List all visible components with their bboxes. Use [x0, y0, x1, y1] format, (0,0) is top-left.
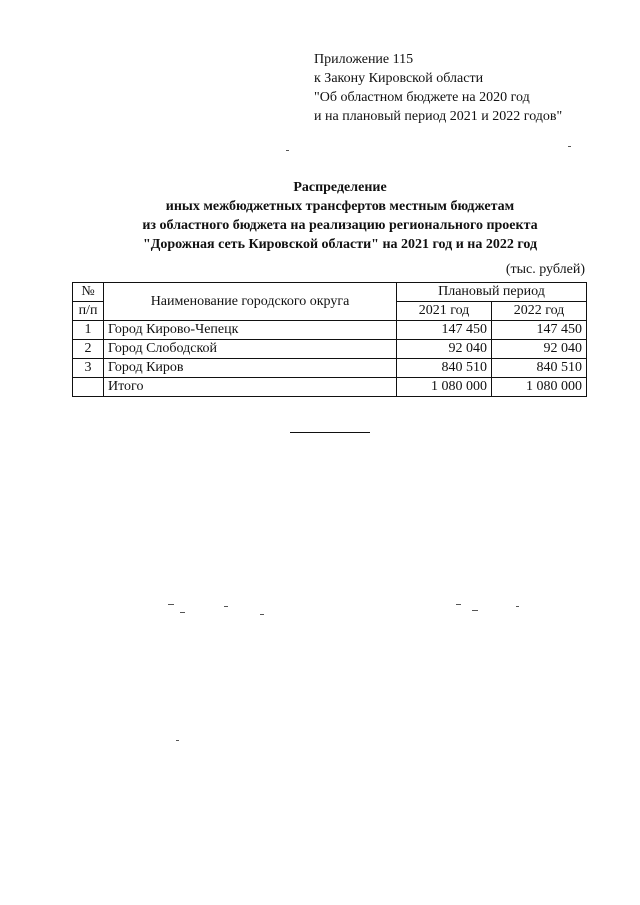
scan-speck: [568, 146, 571, 147]
document-title: [60, 178, 620, 254]
row-num: 1: [73, 321, 104, 340]
row-value-2021: 147 450: [397, 321, 492, 340]
scan-speck: [168, 604, 174, 605]
total-label: Итого: [104, 378, 397, 397]
row-value-2022: 92 040: [492, 340, 587, 359]
header-year-2022: 2022 год: [492, 302, 587, 321]
end-rule: [290, 432, 370, 433]
header-num-top: №: [73, 283, 104, 302]
appendix-law-ref: к Закону Кировской области: [314, 71, 484, 86]
total-value-2022: 1 080 000: [492, 378, 587, 397]
scan-speck: [180, 612, 185, 613]
table-header-row-1: [73, 283, 587, 302]
row-name: Город Кирово-Чепецк: [104, 321, 397, 340]
row-value-2022: 840 510: [492, 359, 587, 378]
table-total-row: [73, 378, 587, 397]
appendix-header: [314, 50, 562, 126]
scan-speck: [260, 614, 264, 615]
header-num-bottom: п/п: [73, 302, 104, 321]
title-line-3: из областного бюджета на реализацию регионального проекта: [142, 218, 538, 233]
total-num: [73, 378, 104, 397]
distribution-table: [72, 282, 587, 397]
total-value-2021: 1 080 000: [397, 378, 492, 397]
scan-speck: [456, 604, 461, 605]
scan-speck: [286, 150, 289, 151]
appendix-law-title-1: "Об областном бюджете на 2020 год: [314, 90, 530, 105]
scan-speck: [516, 606, 519, 607]
title-line-4: "Дорожная сеть Кировской области" на 2021 год и на 2022 год: [142, 237, 538, 252]
row-num: 2: [73, 340, 104, 359]
scan-speck: [176, 740, 179, 741]
row-num: 3: [73, 359, 104, 378]
row-value-2021: 92 040: [397, 340, 492, 359]
scan-speck: [472, 610, 478, 611]
row-value-2021: 840 510: [397, 359, 492, 378]
row-value-2022: 147 450: [492, 321, 587, 340]
row-name: Город Киров: [104, 359, 397, 378]
appendix-law-title-2: и на плановый период 2021 и 2022 годов": [314, 109, 563, 124]
scan-speck: [224, 606, 228, 607]
units-label: (тыс. рублей): [505, 262, 585, 277]
header-year-2021: 2021 год: [397, 302, 492, 321]
row-name: Город Слободской: [104, 340, 397, 359]
title-line-2: иных межбюджетных трансфертов местным бюджетам: [165, 199, 515, 214]
table-row: [73, 340, 587, 359]
table-row: [73, 359, 587, 378]
header-name: Наименование городского округа: [104, 283, 397, 321]
appendix-number: Приложение 115: [314, 52, 414, 67]
header-period: Плановый период: [397, 283, 587, 302]
table-row: [73, 321, 587, 340]
title-line-1: Распределение: [293, 180, 387, 195]
